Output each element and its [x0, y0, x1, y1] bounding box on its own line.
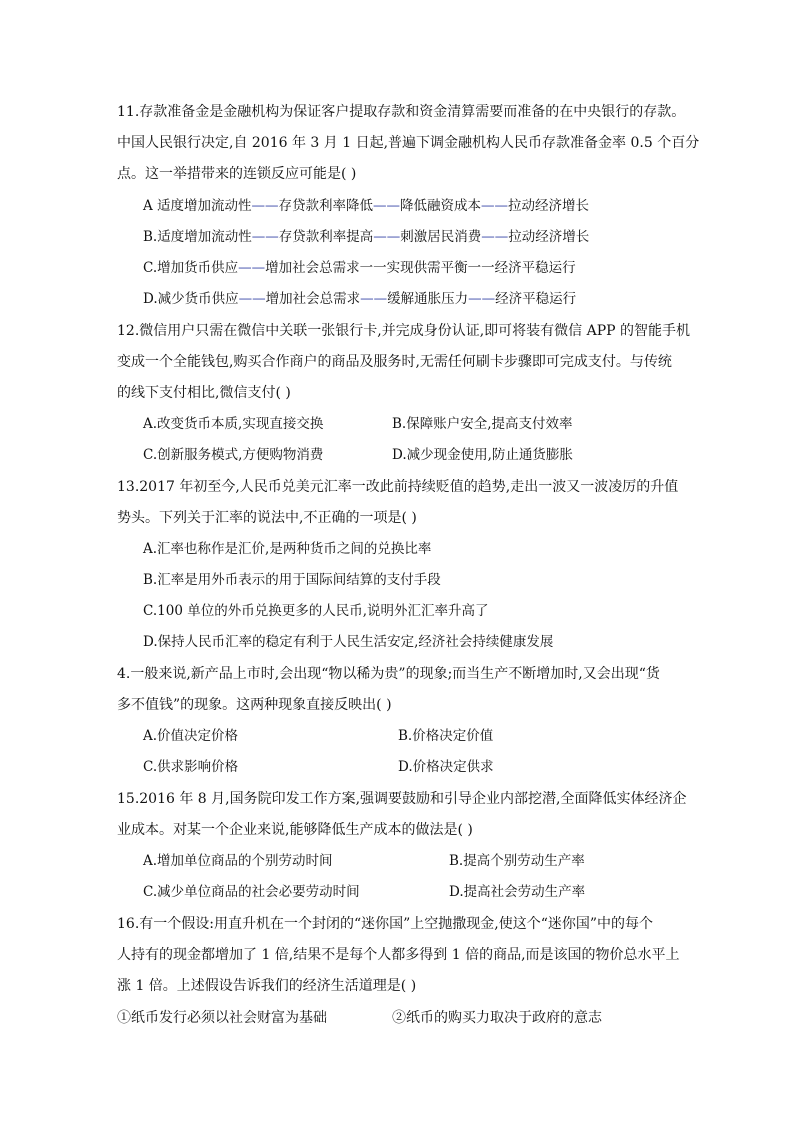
option-text: 增加社会总需求一一实现供需平衡一一经济平稳运行	[265, 260, 576, 276]
q11-option-a	[143, 196, 589, 216]
q12-option-d: D.减少现金使用,防止通货膨胀	[392, 447, 573, 463]
q15-option-c: C.减少单位商品的社会必要劳动时间	[143, 884, 360, 900]
dash: ——	[481, 198, 509, 214]
q15-option-d: D.提高社会劳动生产率	[449, 884, 586, 900]
dash: ——	[468, 291, 496, 307]
option-text: D.减少货币供应	[143, 291, 239, 307]
option-text: 存贷款利率降低	[278, 198, 374, 214]
q13-line-2: 势头。下列关于汇率的说法中,不正确的一项是( )	[117, 510, 417, 526]
q13-option-c: C.100 单位的外币兑换更多的人民币,说明外汇汇率升高了	[143, 603, 489, 619]
dash: ——	[373, 229, 401, 245]
option-text: 刺激居民消费	[400, 229, 482, 245]
option-text: 缓解通胀压力	[387, 291, 469, 307]
q12-line-1: 12.微信用户只需在微信中关联一张银行卡,并完成身份认证,即可将装有微信 APP 的智能手机	[117, 323, 691, 339]
q11-option-c	[143, 258, 576, 278]
q16-line-3: 涨 1 倍。上述假设告诉我们的经济生活道理是( )	[117, 978, 417, 994]
q14-line-2: 多不值钱”的现象。这两种现象直接反映出( )	[117, 697, 392, 713]
dash: ——	[251, 229, 279, 245]
q12-line-2: 变成一个全能钱包,购买合作商户的商品及服务时,无需任何刷卡步骤即可完成支付。与传统	[117, 354, 672, 370]
q16-statement-2: ②纸币的购买力取决于政府的意志	[392, 1010, 602, 1026]
option-text: 拉动经济增长	[508, 229, 590, 245]
q12-line-3: 的线下支付相比,微信支付( )	[117, 385, 291, 401]
dash: ——	[238, 291, 266, 307]
q11-line-3: 点。这一举措带来的连锁反应可能是( )	[117, 166, 357, 182]
q11-option-d	[143, 289, 576, 309]
q15-line-2: 业成本。对某一个企业来说,能够降低生产成本的做法是( )	[117, 822, 473, 838]
q15-option-b: B.提高个别劳动生产率	[449, 853, 585, 869]
option-text: 经济平稳运行	[495, 291, 577, 307]
dash: ——	[481, 229, 509, 245]
option-text: B.适度增加流动性	[143, 229, 252, 245]
option-text: C.增加货币供应	[143, 260, 239, 276]
q14-option-c: C.供求影响价格	[143, 759, 239, 775]
q14-option-a: A.价值决定价格	[143, 728, 239, 744]
q12-option-a: A.改变货币本质,实现直接交换	[143, 416, 324, 432]
option-text: 拉动经济增长	[508, 198, 590, 214]
dash: ——	[373, 198, 401, 214]
q15-option-a: A.增加单位商品的个别劳动时间	[143, 853, 333, 869]
dash: ——	[251, 198, 279, 214]
q11-option-b	[143, 227, 589, 247]
q14-option-d: D.价格决定供求	[398, 759, 494, 775]
q11-line-2: 中国人民银行决定,自 2016 年 3 月 1 日起,普遍下调金融机构人民币存款准备金率 0.5 个百分	[117, 135, 700, 151]
option-text: 降低融资成本	[400, 198, 482, 214]
option-text: A 适度增加流动性	[143, 198, 252, 214]
q12-option-c: C.创新服务模式,方便购物消费	[143, 447, 324, 463]
q16-line-1: 16.有一个假设:用直升机在一个封闭的“迷你国”上空抛撒现金,使这个“迷你国”中的每个	[117, 916, 654, 932]
q16-statement-1: ①纸币发行必须以社会财富为基础	[117, 1010, 327, 1026]
q13-line-1: 13.2017 年初至今,人民币兑美元汇率一改此前持续贬值的趋势,走出一波又一波凌厉的升值	[117, 479, 679, 495]
q11-line-1: 11.存款准备金是金融机构为保证客户提取存款和资金清算需要而准备的在中央银行的存款。	[117, 104, 686, 120]
q13-option-a: A.汇率也称作是汇价,是两种货币之间的兑换比率	[143, 541, 432, 557]
q12-option-b: B.保障账户安全,提高支付效率	[392, 416, 573, 432]
dash: ——	[238, 260, 266, 276]
q13-option-b: B.汇率是用外币表示的用于国际间结算的支付手段	[143, 572, 441, 588]
q16-line-2: 人持有的现金都增加了 1 倍,结果不是每个人都多得到 1 倍的商品,而是该国的物价总水平上	[117, 947, 680, 963]
q13-option-d: D.保持人民币汇率的稳定有利于人民生活安定,经济社会持续健康发展	[143, 634, 554, 650]
q14-line-1: 4.一般来说,新产品上市时,会出现“物以稀为贵”的现象;而当生产不断增加时,又会出现“货	[117, 666, 660, 682]
q15-line-1: 15.2016 年 8 月,国务院印发工作方案,强调要鼓励和引导企业内部挖潜,全面降低实体经济企	[117, 791, 687, 807]
option-text: 增加社会总需求	[265, 291, 361, 307]
q14-option-b: B.价格决定价值	[398, 728, 494, 744]
dash: ——	[360, 291, 388, 307]
option-text: 存贷款利率提高	[278, 229, 374, 245]
